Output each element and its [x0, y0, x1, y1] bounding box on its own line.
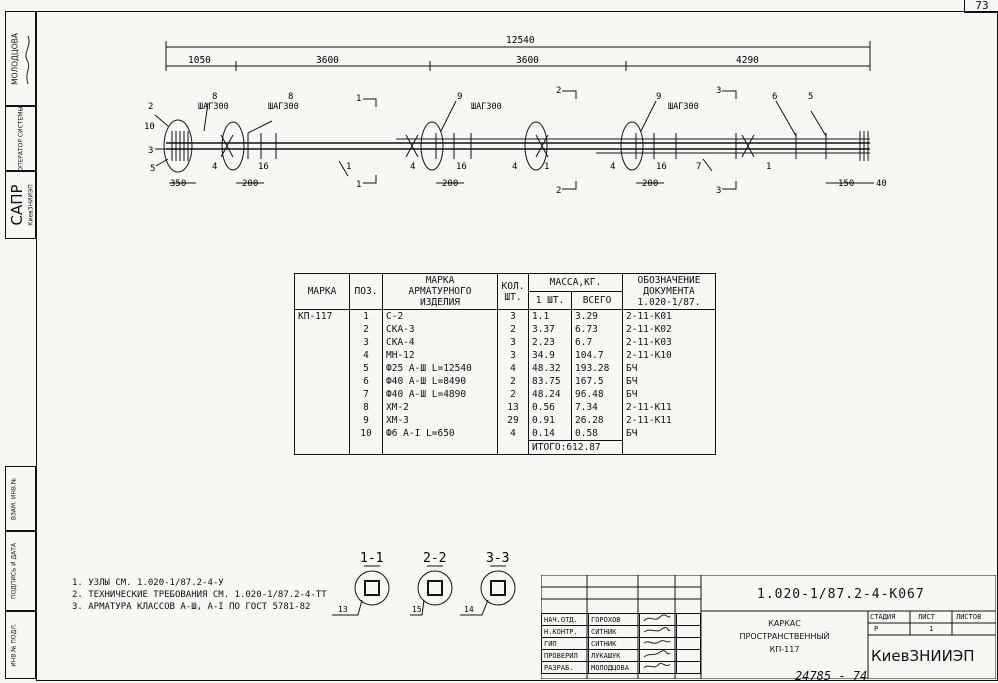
- pos-9-b: 9: [656, 92, 662, 102]
- author-box: [5, 11, 36, 106]
- pos-5: 5: [150, 164, 156, 174]
- row-marka: КП-117: [295, 310, 350, 324]
- table-row: 5 Ф25 А-Ш L=12540 4 48.32 193.28 БЧ: [295, 362, 716, 375]
- shag-label-1: ШАГ300: [198, 102, 229, 112]
- section-mark-1-top: 1: [356, 94, 362, 104]
- section-mark-1-bottom: 1: [356, 180, 362, 190]
- table-row: 2 СКА-3 2 3.37 6.73 2-11-К02: [295, 323, 716, 336]
- note-3: 3. АРМАТУРА КЛАССОВ А-Ш, А-I ПО ГОСТ 5781-82: [72, 602, 311, 612]
- table-row: 7 Ф40 А-Ш L=4890 2 48.24 96.48 БЧ: [295, 388, 716, 401]
- col-massa-1: 1 ШТ.: [529, 292, 572, 310]
- pos-4-c: 4: [512, 162, 518, 172]
- pos-16-c: 16: [656, 162, 667, 172]
- spec-table: [294, 273, 716, 455]
- shag-label-4: ШАГ300: [668, 102, 699, 112]
- org-name: КиевЗНИИЭП: [871, 647, 975, 665]
- pos-16-a: 16: [258, 162, 269, 172]
- col-oboz: ОБОЗНАЧЕНИЕ ДОКУМЕНТА 1.020-1/87.: [623, 274, 716, 310]
- cage-drawing: [36, 11, 996, 211]
- table-row: КП-117 1 С-2 3 1.1 3.29 2-11-К01: [295, 310, 716, 324]
- col-marka: МАРКА: [295, 274, 350, 310]
- signature-author: [22, 32, 34, 87]
- pos-4-a: 4: [212, 162, 218, 172]
- pos-1-c: 1: [766, 162, 772, 172]
- col-kol: КОЛ. ШТ.: [498, 274, 529, 310]
- section-mark-2-bottom: 2: [556, 186, 562, 196]
- total-cell: ИТОГО:612.87: [529, 441, 623, 455]
- podpis-label: ПОДПИСЬ И ДАТА: [10, 542, 17, 600]
- pos-8-b: 8: [288, 92, 294, 102]
- sapr-org: КиевЗНИИЭП: [27, 184, 34, 226]
- pos-5-b: 5: [808, 92, 814, 102]
- section-3-3: 3-3: [486, 551, 510, 566]
- pos-4-d: 4: [610, 162, 616, 172]
- dim-total: 12540: [506, 35, 535, 46]
- pos-13: 13: [338, 605, 348, 614]
- document-code: 1.020-1/87.2-4-К067: [757, 587, 925, 602]
- table-row: РАЗРАБ. МОЛОДЦОВА: [542, 662, 701, 674]
- table-row: НАЧ.ОТД. ГОРОХОВ: [542, 614, 701, 626]
- drawing-name: КАРКАС ПРОСТРАНСТВЕННЫЙ КП-117: [739, 619, 830, 654]
- signature: [642, 626, 672, 635]
- title-block: [541, 575, 996, 679]
- operator-label: ОПЕРАТОР СИСТЕМЫ: [17, 105, 24, 172]
- table-row: 4 МН-12 3 34.9 104.7 2-11-К10: [295, 349, 716, 362]
- stage-header: СТАДИЯ: [870, 613, 896, 621]
- section-1-1: 1-1: [360, 551, 384, 566]
- dim-40: 40: [876, 179, 887, 189]
- dim-200-b: 200: [442, 179, 459, 189]
- signature: [642, 650, 672, 659]
- pos-10: 10: [144, 122, 155, 132]
- dim-200-c: 200: [642, 179, 659, 189]
- bottom-stamp: 24785 - 74: [795, 669, 868, 683]
- table-row: Н.КОНТР. СИТНИК: [542, 626, 701, 638]
- section-mark-2-top: 2: [556, 86, 562, 96]
- table-row: ПРОВЕРИЛ ЛУКАШУК: [542, 650, 701, 662]
- table-row: 9 ХМ-3 29 0.91 26.28 2-11-К11: [295, 414, 716, 427]
- pos-8-a: 8: [212, 92, 218, 102]
- stage-value: Р: [874, 625, 879, 633]
- dim-3600-a: 3600: [316, 55, 339, 66]
- pos-9-a: 9: [457, 92, 463, 102]
- note-1: 1. УЗЛЫ СМ. 1.020-1/87.2-4-У: [72, 578, 224, 588]
- pos-6: 6: [772, 92, 778, 102]
- dim-1050: 1050: [188, 55, 211, 66]
- sapr-box: [5, 171, 36, 239]
- sheet-header: ЛИСТ: [918, 613, 935, 621]
- table-row: 10 Ф6 А-I L=650 4 0.14 0.58 БЧ: [295, 427, 716, 441]
- shag-label-3: ШАГ300: [471, 102, 502, 112]
- signature: [642, 638, 672, 647]
- inv-label: ИНВ.№ ПОДЛ.: [10, 623, 17, 667]
- sheet-value: 1: [929, 625, 934, 633]
- pos-1-b: 1: [544, 162, 550, 172]
- pos-14: 14: [464, 605, 474, 614]
- notes: [72, 577, 327, 613]
- pos-15: 15: [412, 605, 422, 614]
- sapr-label: САПР: [7, 184, 26, 226]
- pos-1-a: 1: [346, 162, 352, 172]
- dim-200-a: 200: [242, 179, 259, 189]
- table-row: 3 СКА-4 3 2.23 6.7 2-11-К03: [295, 336, 716, 349]
- pos-3: 3: [148, 146, 154, 156]
- section-2-2: 2-2: [423, 551, 447, 566]
- operator-box: [5, 106, 36, 171]
- table-row: ГИП СИТНИК: [542, 638, 701, 650]
- col-marka-izd: МАРКА АРМАТУРНОГО ИЗДЕЛИЯ: [383, 274, 498, 310]
- note-2: 2. ТЕХНИЧЕСКИЕ ТРЕБОВАНИЯ СМ. 1.020-1/87.2-4-ТТ: [72, 590, 327, 600]
- vzam-label: ВЗАМ. ИНВ.№: [10, 477, 17, 520]
- dim-150: 150: [838, 179, 855, 189]
- pos-4-b: 4: [410, 162, 416, 172]
- left-strip: [5, 11, 36, 679]
- sheets-header: ЛИСТОВ: [956, 613, 982, 621]
- shag-label-2: ШАГ300: [268, 102, 299, 112]
- table-row: 6 Ф40 А-Ш L=8490 2 83.75 167.5 БЧ: [295, 375, 716, 388]
- author-name: МОЛОДЦОВА: [10, 32, 19, 85]
- pos-16-b: 16: [456, 162, 467, 172]
- dim-3600-b: 3600: [516, 55, 539, 66]
- vzam-box: [5, 466, 36, 531]
- podpis-box: [5, 531, 36, 611]
- corner-sheet-number: 73: [964, 0, 998, 13]
- table-row: [295, 441, 716, 455]
- pos-7: 7: [696, 162, 702, 172]
- col-massa-all: ВСЕГО: [572, 292, 623, 310]
- signature: [642, 662, 672, 671]
- signature: [642, 614, 672, 623]
- dim-4290: 4290: [736, 55, 759, 66]
- section-mark-3-bottom: 3: [716, 186, 722, 196]
- col-massa: МАССА,КГ.: [529, 274, 623, 292]
- sections: [320, 548, 530, 618]
- roles-table: [541, 613, 701, 674]
- table-row: 8 ХМ-2 13 0.56 7.34 2-11-К11: [295, 401, 716, 414]
- pos-2: 2: [148, 102, 154, 112]
- dim-350: 350: [170, 179, 187, 189]
- section-mark-3-top: 3: [716, 86, 722, 96]
- inv-box: [5, 611, 36, 679]
- col-poz: ПОЗ.: [350, 274, 383, 310]
